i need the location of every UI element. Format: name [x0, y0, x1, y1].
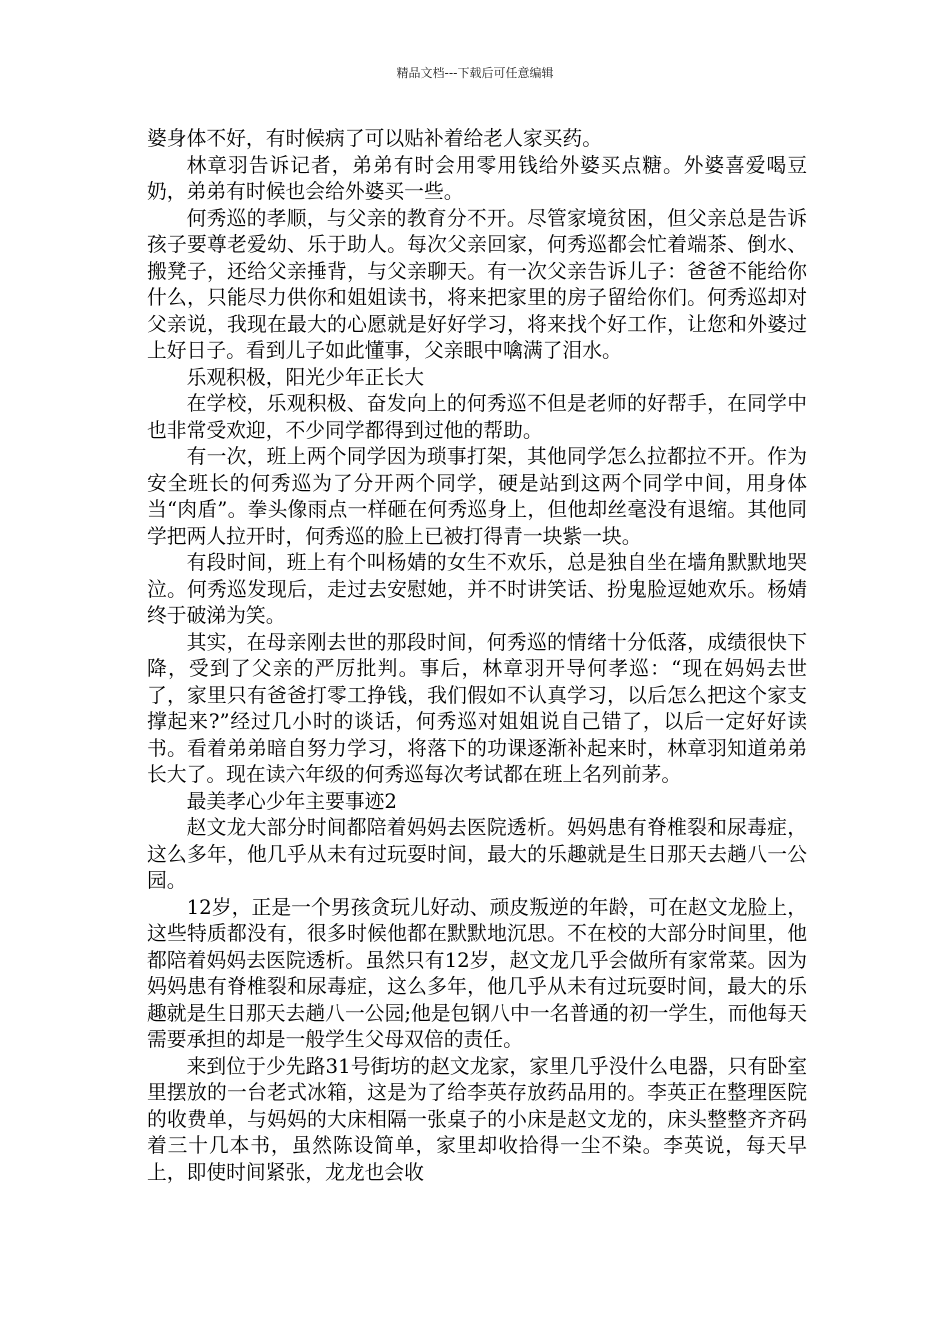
paragraph: 有段时间，班上有个叫杨婧的女生不欢乐，总是独自坐在墙角默默地哭泣。何秀巡发现后，走过去安慰她，并不时讲笑话、扮鬼脸逗她欢乐。杨婧终于破涕为笑。: [147, 551, 807, 627]
paragraph: 何秀巡的孝顺，与父亲的教育分不开。尽管家境贫困，但父亲总是告诉孩子要尊老爱幼、乐于助人。每次父亲回家，何秀巡都会忙着端茶、倒水、搬凳子，还给父亲捶背，与父亲聊天。有一次父亲告诉儿子：爸爸不能给你什么，只能尽力供你和姐姐读书，将来把家里的房子留给你们。何秀巡却对父亲说，我现在最大的心愿就是好好学习，将来找个好工作，让您和外婆过上好日子。看到儿子如此懂事，父亲眼中噙满了泪水。: [147, 206, 807, 362]
page-header: 精品文档---下载后可任意编辑: [396, 66, 554, 80]
paragraph: 来到位于少先路31号街坊的赵文龙家，家里几乎没什么电器，只有卧室里摆放的一台老式冰箱，这是为了给李英存放药品用的。李英正在整理医院的收费单，与妈妈的大床相隔一张桌子的小床是赵文龙的，床头整整齐齐码着三十几本书，虽然陈设简单，家里却收拾得一尘不染。李英说，每天早上，即使时间紧张，龙龙也会收: [147, 1054, 807, 1184]
paragraph: 林章羽告诉记者，弟弟有时会用零用钱给外婆买点糖。外婆喜爱喝豆奶，弟弟有时候也会给外婆买一些。: [147, 153, 807, 203]
paragraph: 12岁，正是一个男孩贪玩儿好动、顽皮叛逆的年龄，可在赵文龙脸上，这些特质都没有，很多时候他都在默默地沉思。不在校的大部分时间里，他都陪着妈妈去医院透析。虽然只有12岁，赵文龙几乎会做所有家常菜。因为妈妈患有脊椎裂和尿毒症，这么多年，他几乎从未有过玩耍时间，最大的乐趣就是生日那天去趟八一公园;他是包钢八中一名普通的初一学生，而他每天需要承担的却是一般学生父母双倍的责任。: [147, 895, 807, 1051]
section-heading: 最美孝心少年主要事迹2: [186, 789, 397, 813]
document-body: [147, 126, 807, 1186]
section-heading: 乐观积极，阳光少年正长大: [186, 365, 424, 389]
paragraph: 有一次，班上两个同学因为琐事打架，其他同学怎么拉都拉不开。作为安全班长的何秀巡为了分开两个同学，硬是站到这两个同学中间，用身体当“肉盾”。拳头像雨点一样砸在何秀巡身上，但他却丝毫没有退缩。其他同学把两人拉开时，何秀巡的脸上已被打得青一块紫一块。: [147, 445, 807, 548]
paragraph: 赵文龙大部分时间都陪着妈妈去医院透析。妈妈患有脊椎裂和尿毒症，这么多年，他几乎从未有过玩耍时间，最大的乐趣就是生日那天去趟八一公园。: [147, 816, 807, 892]
paragraph: 在学校，乐观积极、奋发向上的何秀巡不但是老师的好帮手，在同学中也非常受欢迎，不少同学都得到过他的帮助。: [147, 392, 807, 442]
paragraph: 其实，在母亲刚去世的那段时间，何秀巡的情绪十分低落，成绩很快下降，受到了父亲的严厉批判。事后，林章羽开导何孝巡：“现在妈妈去世了，家里只有爸爸打零工挣钱，我们假如不认真学习，以后怎么把这个家支撑起来?”经过几小时的谈话，何秀巡对姐姐说自己错了，以后一定好好读书。看着弟弟暗自努力学习，将落下的功课逐渐补起来时，林章羽知道弟弟长大了。现在读六年级的何秀巡每次考试都在班上名列前茅。: [147, 630, 807, 786]
paragraph: 婆身体不好，有时候病了可以贴补着给老人家买药。: [147, 127, 602, 150]
